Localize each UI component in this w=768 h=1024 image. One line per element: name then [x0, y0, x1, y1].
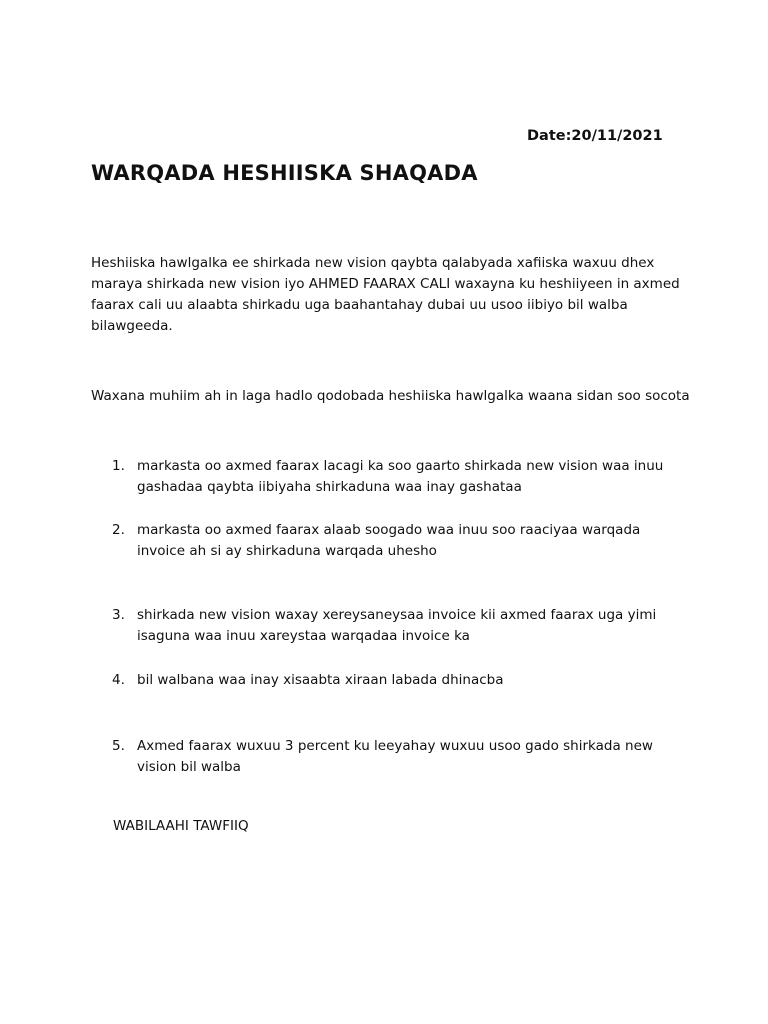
list-item-text: markasta oo axmed faarax alaab soogado waa inuu soo raaciyaa warqada invoice ah si ay shirkaduna warqada uhesho — [137, 522, 641, 559]
list-item-number: 2. — [112, 522, 125, 538]
intro-paragraph: Heshiiska hawlgalka ee shirkada new vision qaybta qalabyada xafiiska waxuu dhex maraya shirkada new vision iyo AHMED FAARAX CALI waxayna ku heshiiyeen in axmed faarax cali uu alaabta shirkadu uga baahantahay dubai uu usoo iibiyo bil walba bilawgeeda. — [91, 255, 680, 334]
list-item — [112, 520, 692, 562]
list-item — [112, 670, 692, 691]
list-item-text: markasta oo axmed faarax lacagi ka soo gaarto shirkada new vision waa inuu gashadaa qaybta iibiyaha shirkaduna waa inay gashataa — [137, 458, 664, 495]
list-item-number: 4. — [112, 672, 125, 688]
list-item-text: bil walbana waa inay xisaabta xiraan labada dhinacba — [137, 672, 504, 688]
list-item — [112, 456, 692, 498]
list-item-text: shirkada new vision waxay xereysaneysaa invoice kii axmed faarax uga yimi isaguna waa inuu xareystaa warqadaa invoice ka — [137, 607, 657, 644]
list-item-number: 1. — [112, 458, 125, 474]
list-item-number: 5. — [112, 738, 125, 754]
closing-line: WABILAAHI TAWFIIQ — [113, 818, 249, 834]
document-date: Date:20/11/2021 — [527, 128, 663, 144]
document-title: WARQADA HESHIISKA SHAQADA — [91, 161, 478, 185]
list-item-number: 3. — [112, 607, 125, 623]
list-item — [112, 736, 692, 778]
lead-paragraph: Waxana muhiim ah in laga hadlo qodobada heshiiska hawlgalka waana sidan soo socota — [91, 388, 690, 404]
list-item-text: Axmed faarax wuxuu 3 percent ku leeyahay wuxuu usoo gado shirkada new vision bil walba — [137, 738, 653, 775]
list-item — [112, 605, 692, 647]
